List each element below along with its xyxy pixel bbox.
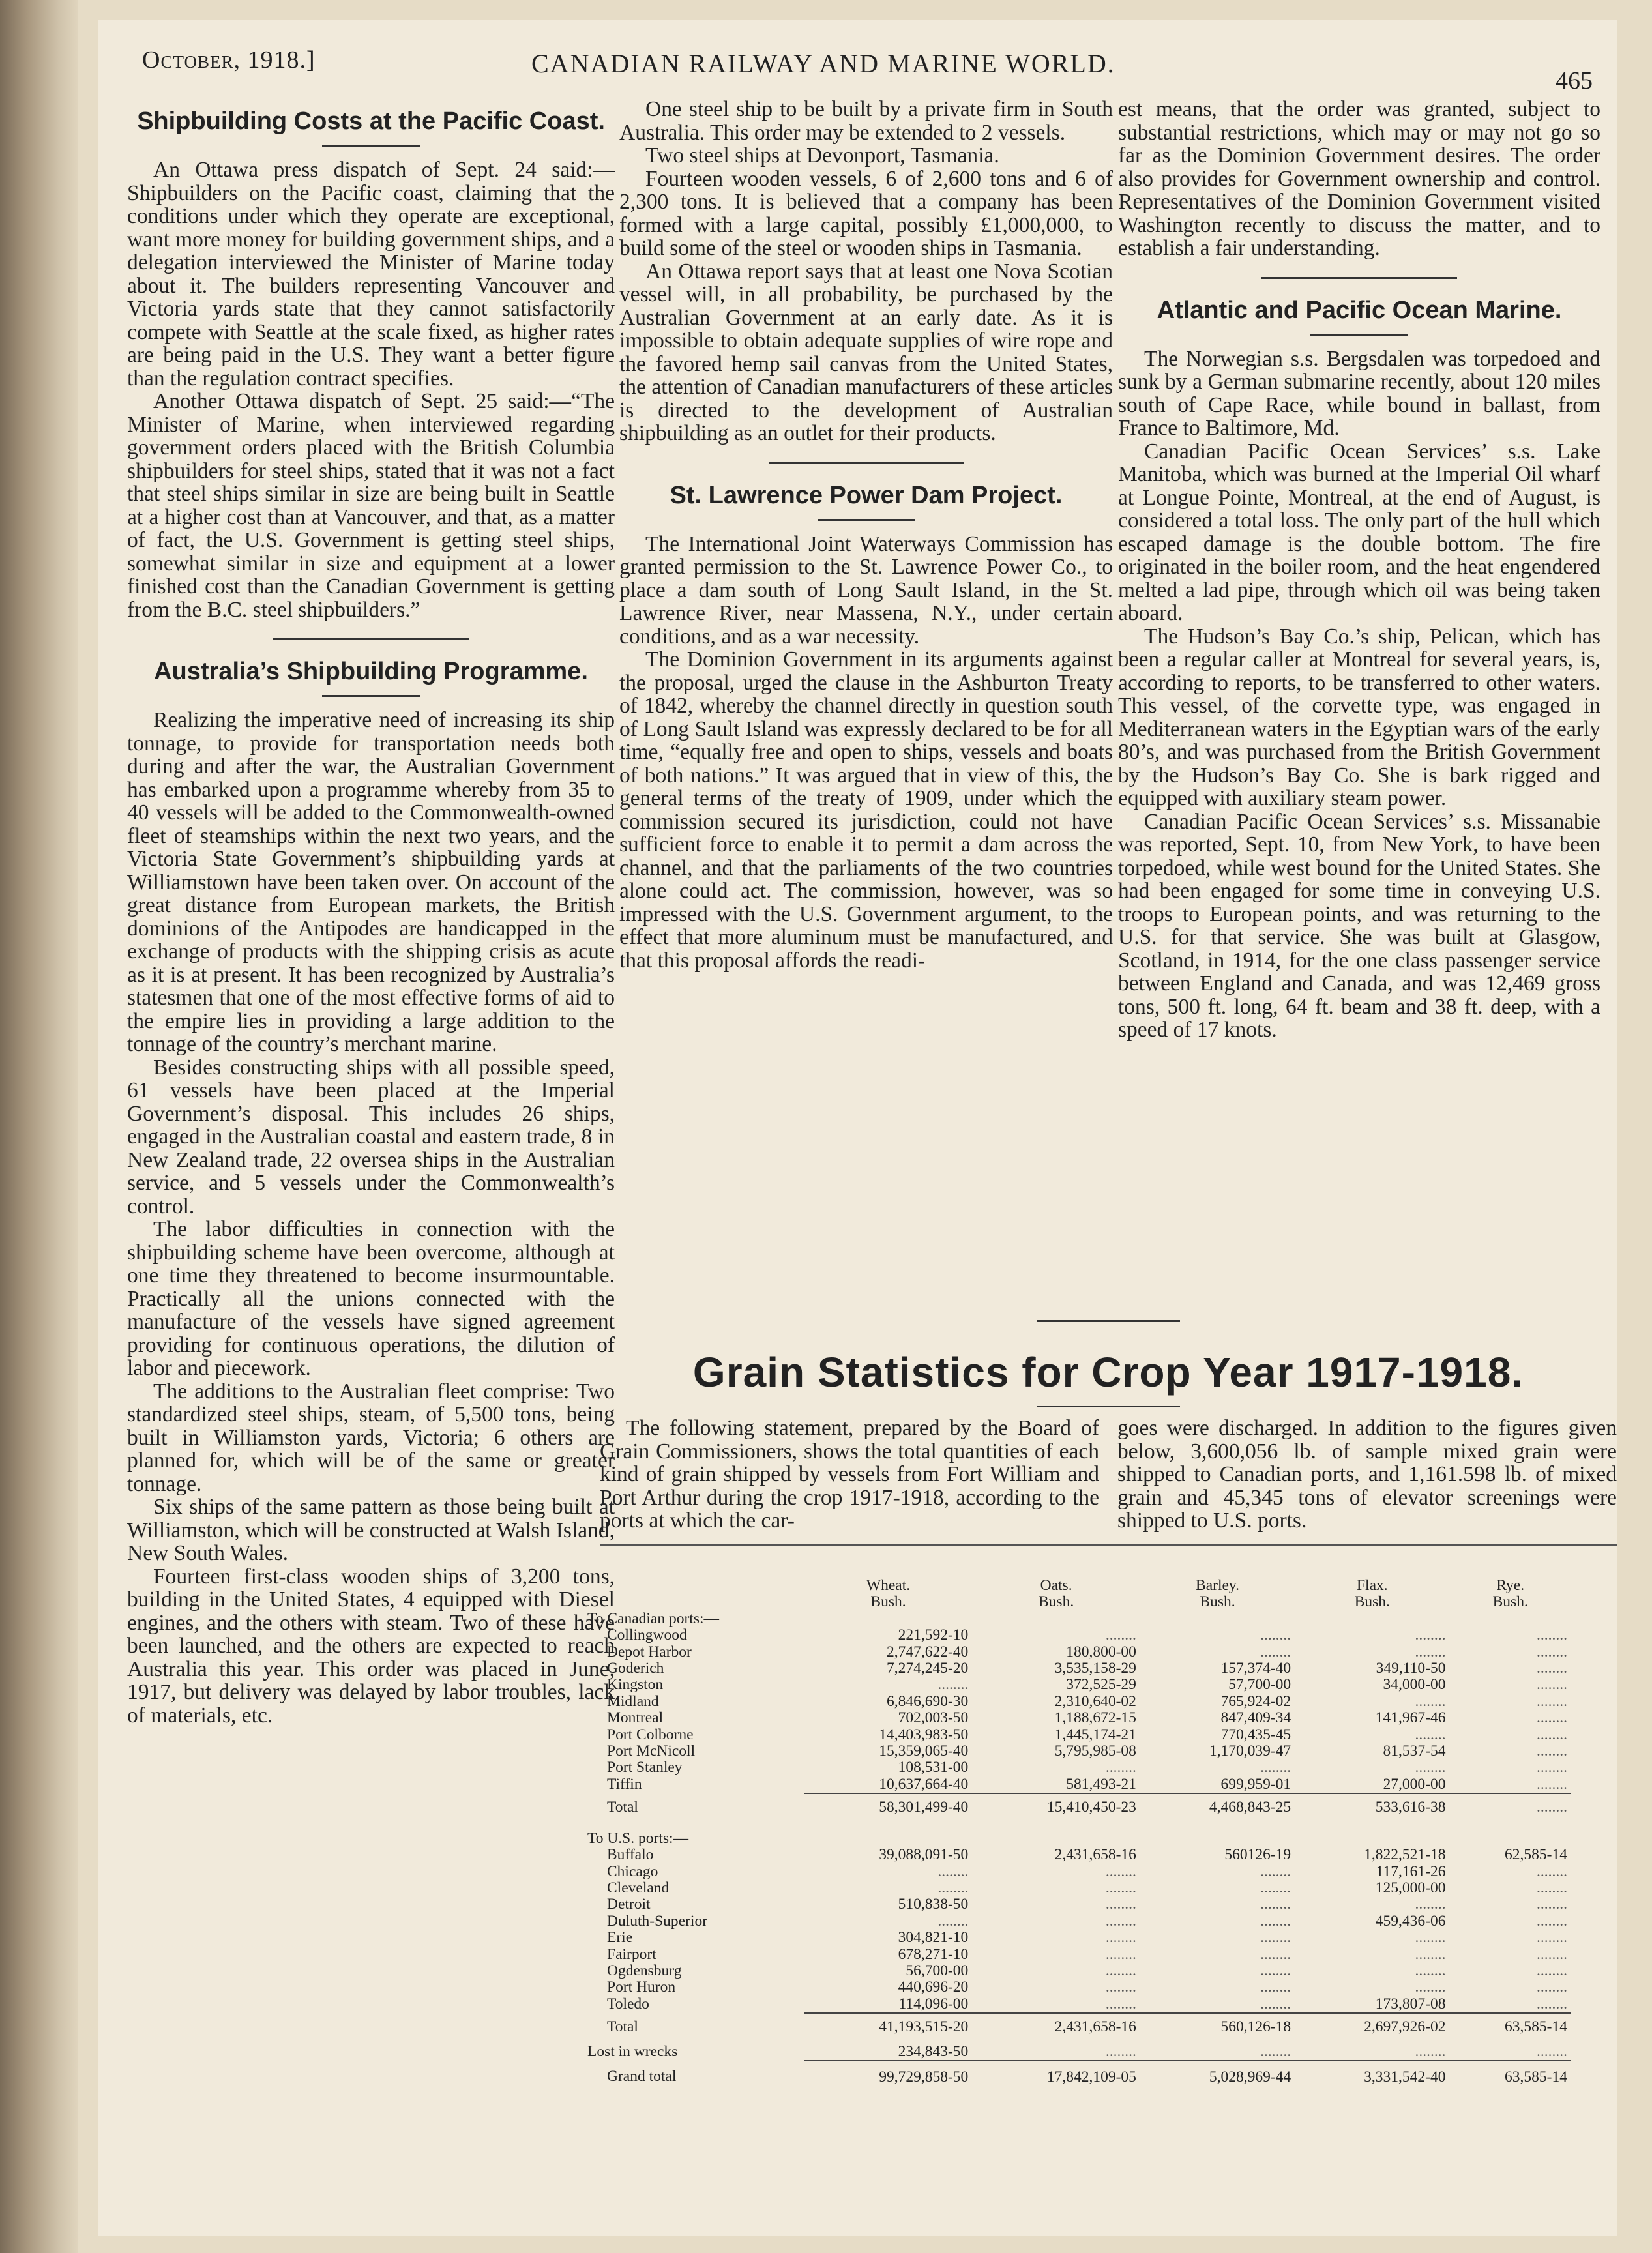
table-row (583, 1710, 1571, 1726)
article-heading: Australia’s Shipbuilding Programme. (154, 658, 588, 685)
article-paragraph: Besides constructing ships with all possible speed, 61 vessels have been placed at the Imperial Government’s disposal. This includes 26 ships, engaged in the Australian coastal and eastern trade, 8 in New Zealand trade, 22 oversea ships in the Australian service, and 5 vessels under the Commonwealth’s control. (127, 1055, 615, 1218)
table-cell: ........ (1105, 1759, 1136, 1776)
table-cell: 17,842,109-05 (972, 2061, 1140, 2085)
table-header-row (583, 1578, 1571, 1611)
grain-intro-right: goes were discharged. In addition to the figures given below, 3,600,056 lb. of sample mixed grain were shipped to Canadian ports, and 1,161.598 lb. of mixed grain and 45,345 tons of elevator screenings were shipped to U.S. ports. (1117, 1416, 1617, 1533)
table-cell: ........ (1415, 1896, 1446, 1913)
table-row (583, 1793, 1571, 1816)
table-cell: 63,585-14 (1449, 2061, 1571, 2085)
page-number: 465 (1556, 67, 1593, 95)
table-cell: 63,585-14 (1449, 2013, 1571, 2035)
table-cell: ........ (1105, 1863, 1136, 1880)
table-cell: ........ (1415, 1643, 1446, 1660)
table-cell: 173,807-08 (1375, 1995, 1446, 2012)
table-row-label: Port McNicoll (607, 1743, 696, 1760)
article-heading: Shipbuilding Costs at the Pacific Coast. (137, 108, 605, 135)
table-cell: 99,729,858-50 (804, 2061, 973, 2085)
table-cell: 5,795,985-08 (1054, 1743, 1136, 1760)
column-header-unit: Bush. (1039, 1593, 1074, 1611)
table-cell: 349,110-50 (1376, 1660, 1446, 1677)
table-cell: ........ (1260, 1627, 1291, 1644)
issue-date: October, 1918.] (142, 46, 316, 74)
table-cell: ........ (1537, 1775, 1567, 1793)
table-row-label: Duluth-Superior (607, 1912, 708, 1930)
table-cell: 5,028,969-44 (1140, 2061, 1295, 2085)
table-row-label: Lost in wrecks (587, 2043, 678, 2061)
table-cell: ........ (1537, 1627, 1567, 1644)
table-row-label: Erie (607, 1929, 633, 1947)
article-paragraph: Canadian Pacific Ocean Services’ s.s. Missanabie was reported, Sept. 10, from New York, to have been torpedoed, while west bound for the United States. She had been engaged for some time in conveying U.S. troops to European points, and was returning to the U.S. for that service. She was built at Glasgow, Scotland, in 1914, for the one class passenger service between England and Canada, and was 12,469 gross tons, 500 ft. long, 64 ft. beam and 38 ft. deep, with a speed of 17 knots. (1118, 809, 1600, 1042)
table-cell: 699,959-01 (1220, 1775, 1291, 1793)
table-cell: ........ (1260, 1759, 1291, 1776)
table-cell: 15,359,065-40 (879, 1743, 969, 1760)
grain-statistics-section (600, 1320, 1617, 1553)
table-cell: 7,274,245-20 (886, 1660, 969, 1677)
table-row-label: Montreal (607, 1709, 664, 1727)
table-cell: 62,585-14 (1505, 1846, 1567, 1864)
table-cell: ........ (1449, 1793, 1571, 1816)
table-group-label: To Canadian ports:— (587, 1610, 719, 1627)
table-cell: ........ (1260, 1945, 1291, 1963)
table-cell: 770,435-45 (1220, 1726, 1291, 1743)
table-cell: ........ (1260, 1879, 1291, 1896)
table-cell: 1,170,039-47 (1209, 1743, 1291, 1760)
table-row (583, 2061, 1571, 2085)
table-row (583, 1627, 1571, 1643)
table-row (583, 1963, 1571, 1979)
table-cell: 58,301,499-40 (804, 1793, 973, 1816)
column-3 (1118, 98, 1600, 1042)
table-cell: 27,000-00 (1383, 1775, 1446, 1793)
article-heading: St. Lawrence Power Dam Project. (670, 481, 1063, 509)
table-cell: ........ (1105, 1945, 1136, 1963)
table-cell: 180,800-00 (1066, 1643, 1136, 1660)
header-blank (583, 1578, 804, 1611)
article-paragraph: An Ottawa press dispatch of Sept. 24 said:—Shipbuilders on the Pacific coast, claiming that the conditions under which they operate are exceptional, want more money for building government ships, and a delegation interviewed the Minister of Marine today about it. The builders representing Vancouver and Victoria yards state that they cannot satisfactorily compete with Seattle at the scale fixed, as higher rates are being paid in the U.S. They want a better figure than the regulation contract specifies. (127, 158, 615, 390)
table-cell: 459,436-06 (1375, 1912, 1446, 1930)
table-cell: ........ (1415, 1759, 1446, 1776)
table-cell: 3,331,542-40 (1295, 2061, 1449, 2085)
table-cell: ........ (1537, 1879, 1567, 1896)
table-cell: ........ (1537, 1945, 1567, 1963)
table-cell: 847,409-34 (1220, 1709, 1291, 1727)
article-paragraph: Fourteen wooden vessels, 6 of 2,600 tons and 6 of 2,300 tons. It is believed that a company has been formed with a large capital, possibly £1,000,000, to build some of the steel or wooden ships in Tasmania. (619, 166, 1113, 260)
column-header-unit: Bush. (1354, 1593, 1390, 1611)
table-cell: ........ (1105, 1879, 1136, 1896)
section-rule (1037, 1320, 1180, 1322)
table-row-label: Fairport (607, 1945, 656, 1963)
article-paragraph: Canadian Pacific Ocean Services’ s.s. Lake Manitoba, which was burned at the Imperial Oil wharf at Longue Pointe, Montreal, at the end of August, is considered a total loss. The only part of the hull which escaped damage is the double bottom. The fire originated in the boiler room, and the heat engendered melted a lad pipe, through which oil was being taken aboard. (1118, 439, 1600, 625)
table-cell: 141,967-46 (1375, 1709, 1446, 1727)
table-cell: 34,000-00 (1383, 1676, 1446, 1694)
table-row-label: Depot Harbor (607, 1643, 692, 1660)
table-cell: ........ (1260, 1995, 1291, 2012)
section-rule (1037, 1406, 1180, 1407)
table-group-row (583, 1831, 1571, 1847)
column-header-unit: Bush. (870, 1593, 906, 1611)
article-separator (273, 638, 469, 640)
table-row (583, 1864, 1571, 1880)
table-row-label: Kingston (607, 1676, 664, 1694)
table-cell: 2,310,640-02 (1054, 1692, 1136, 1710)
publication-title: CANADIAN RAILWAY AND MARINE WORLD. (531, 49, 1115, 78)
table-row-label: Chicago (607, 1863, 658, 1880)
table-row (583, 2013, 1571, 2035)
article-paragraph: Another Ottawa dispatch of Sept. 25 said:—“The Minister of Marine, when interviewed regarding government orders placed with the British Columbia shipbuilders for steel ships, stated that it was not a fact that steel ships similar in size are being built in Seattle at a higher cost than at Vancouver, and that, as a matter of fact, the U.S. Government is getting steel ships, somewhat similar in size and equipment at a lower finished cost than the Canadian Government is getting from the B.C. steel shipbuilders.” (127, 389, 615, 622)
table-cell: ........ (1260, 1643, 1291, 1660)
table-cell: 114,096-00 (898, 1995, 969, 2012)
table-cell: 533,616-38 (1295, 1793, 1449, 1816)
table-row (583, 1776, 1571, 1793)
column-header-unit: Bush. (1200, 1593, 1235, 1611)
table-cell: ........ (1105, 1995, 1136, 2012)
table-row (583, 1760, 1571, 1776)
table-cell: 1,822,521-18 (1364, 1846, 1446, 1864)
table-row (583, 1727, 1571, 1743)
table-cell: 2,431,658-16 (972, 2013, 1140, 2035)
table-cell: 2,697,926-02 (1295, 2013, 1449, 2035)
grain-statistics-title: Grain Statistics for Crop Year 1917-1918. (692, 1349, 1524, 1396)
table-cell: 372,525-29 (1066, 1676, 1136, 1694)
table-cell: ........ (1537, 1912, 1567, 1930)
table-cell: ........ (1105, 1912, 1136, 1930)
table-row-label: Grand total (607, 2068, 677, 2085)
column-header (1449, 1578, 1571, 1611)
table-cell: ........ (1415, 1962, 1446, 1979)
table-cell: ........ (1415, 1692, 1446, 1710)
article-paragraph: Two steel ships at Devonport, Tasmania. (645, 143, 999, 168)
article-paragraph: The Norwegian s.s. Bergsdalen was torpedoed and sunk by a German submarine recently, about 120 miles south of Cape Race, while bound in ballast, from France to Baltimore, Md. (1118, 346, 1600, 440)
table-row (583, 1896, 1571, 1913)
table-cell: ........ (1260, 1979, 1291, 1996)
table-rule (600, 1544, 1617, 1546)
article-paragraph: Fourteen first-class wooden ships of 3,200 tons, building in the United States, 4 equipped with Diesel engines, and the others with steam. Two of these have been launched, and the others are expected to reach Australia this year. This order was placed in June, 1917, but delivery was delayed by labor troubles, lack of materials, etc. (127, 1564, 615, 1728)
table-cell: ........ (937, 1879, 969, 1896)
table-group-label: To U.S. ports:— (587, 1829, 689, 1847)
table-cell: 440,696-20 (898, 1979, 969, 1996)
grain-intro-left: The following statement, prepared by the Board of Grain Commissioners, shows the total quantities of each kind of grain shipped by vessels from Fort William and Port Arthur during the crop 1917-1918, according to the ports at which the car- (600, 1416, 1099, 1533)
table-row-label: Cleveland (607, 1879, 670, 1896)
article-paragraph: One steel ship to be built by a private firm in South Australia. This order may be extended to 2 vessels. (619, 97, 1113, 145)
table-cell: 56,700-00 (906, 1962, 969, 1979)
table-cell: ........ (1260, 1912, 1291, 1930)
article-paragraph: The labor difficulties in connection with the shipbuilding scheme have been overcome, although at one time they threatened to become insurmountable. Practically all the unions connected with the manufacture of the vessels have signed agreement providing for continuous operations, the dilution of labor and piecework. (127, 1217, 615, 1380)
table-cell: 4,468,843-25 (1140, 1793, 1295, 1816)
table-cell: ........ (1415, 2042, 1446, 2060)
table-cell: 560126-19 (1224, 1846, 1291, 1864)
column-header (1295, 1578, 1449, 1611)
table-row (583, 1947, 1571, 1963)
table-cell: ........ (1537, 1692, 1567, 1710)
table-cell: 234,843-50 (898, 2042, 969, 2060)
table-row (583, 1847, 1571, 1863)
table-row (583, 1930, 1571, 1946)
table-cell: 39,088,091-50 (879, 1846, 969, 1864)
column-header-name: Oats. (1040, 1577, 1072, 1594)
table-cell: 108,531-00 (898, 1759, 969, 1776)
table-cell: ........ (1537, 1709, 1567, 1727)
table-row (583, 1694, 1571, 1710)
table-row (583, 2036, 1571, 2061)
table-cell: ........ (1260, 1896, 1291, 1913)
table-cell: 304,821-10 (898, 1929, 969, 1947)
table-cell: 15,410,450-23 (972, 1793, 1140, 1816)
table-row-label: Total (607, 1798, 638, 1816)
table-cell: ........ (1415, 1945, 1446, 1963)
table-group-row (583, 1611, 1571, 1627)
table-cell: ........ (1415, 1929, 1446, 1947)
table-cell: ........ (937, 1676, 969, 1694)
table-cell: 6,846,690-30 (886, 1692, 969, 1710)
book-spine-shadow (0, 0, 78, 2253)
table-cell: 41,193,515-20 (804, 2013, 973, 2035)
table-cell: ........ (1537, 1896, 1567, 1913)
table-cell: ........ (1537, 1660, 1567, 1677)
table-cell: ........ (1260, 2042, 1291, 2060)
column-header-name: Rye. (1496, 1577, 1525, 1594)
table-cell: 3,535,158-29 (1054, 1660, 1136, 1677)
table-cell: 1,445,174-21 (1054, 1726, 1136, 1743)
table-cell: 560,126-18 (1140, 2013, 1295, 2035)
table-row-label: Port Colborne (607, 1726, 694, 1743)
table-cell: 157,374-40 (1220, 1660, 1291, 1677)
table-cell: ........ (1537, 1979, 1567, 1996)
table-row-label: Detroit (607, 1896, 651, 1913)
column-header (1140, 1578, 1295, 1611)
article-paragraph: An Ottawa report says that at least one Nova Scotian vessel will, in all probability, be purchased by the Australian Government at an early date. As it is impossible to obtain adequate supplies of wire rope and the favored hemp sail canvas from the United States, the attention of Canadian manufacturers of these articles is directed to the development of Australian shipbuilding as an outlet for their products. (619, 259, 1113, 445)
heading-rule (818, 519, 915, 521)
table-cell: ........ (1260, 1962, 1291, 1979)
table-cell: 2,747,622-40 (886, 1643, 969, 1660)
grain-statistics-table (583, 1578, 1571, 2085)
column-header (804, 1578, 973, 1611)
article-paragraph: The Hudson’s Bay Co.’s ship, Pelican, which has been a regular caller at Montreal for several years, is, according to reports, to be transferred to other waters. This vessel, of the corvette type, was engaged in Mediterranean waters in the Egyptian wars of the early 80’s, and was purchased from the British Government by the Hudson’s Bay Co. She is bark rigged and equipped with auxiliary steam power. (1118, 624, 1600, 810)
table-cell: 81,537-54 (1383, 1743, 1446, 1760)
table-row-label: Midland (607, 1692, 659, 1710)
column-header-name: Barley. (1196, 1577, 1240, 1594)
table-row-label: Collingwood (607, 1627, 687, 1644)
table-cell: 581,493-21 (1066, 1775, 1136, 1793)
article-separator (769, 462, 964, 464)
table-cell: ........ (1537, 1863, 1567, 1880)
table-cell: 14,403,983-50 (879, 1726, 969, 1743)
table-cell: 702,003-50 (898, 1709, 969, 1727)
table-row-label: Total (607, 2018, 638, 2035)
table-row (583, 1979, 1571, 1995)
table-cell: ........ (1537, 1676, 1567, 1694)
table-cell: ........ (1105, 1979, 1136, 1996)
table-cell: 10,637,664-40 (879, 1775, 969, 1793)
article-separator (1261, 277, 1457, 279)
table-cell: 221,592-10 (898, 1627, 969, 1644)
table-cell: 678,271-10 (898, 1945, 969, 1963)
table-cell: ........ (1537, 1726, 1567, 1743)
column-2 (619, 98, 1113, 972)
table-cell: ........ (1537, 1759, 1567, 1776)
table-row-label: Ogdensburg (607, 1962, 682, 1979)
table-cell: ........ (1537, 1643, 1567, 1660)
table-cell: ........ (1537, 1929, 1567, 1947)
table-cell: ........ (937, 1912, 969, 1930)
heading-rule (322, 145, 420, 147)
table-cell: ........ (1105, 1929, 1136, 1947)
table-row-label: Goderich (607, 1660, 664, 1677)
article-paragraph: Six ships of the same pattern as those being built at Williamston, which will be constructed at Walsh Island, New South Wales. (127, 1495, 615, 1565)
table-row (583, 1677, 1571, 1693)
article-paragraph: Realizing the imperative need of increasing its ship tonnage, to provide for transportation needs both during and after the war, the Australian Government has embarked upon a programme whereby from 35 to 40 vessels will be added to the Commonwealth-owned fleet of steamships within the next two years, and the Victoria State Government’s shipbuilding yards at Williamstown have been taken over. On account of the great distance from European markets, the British dominions of the Antipodes are handicapped in the exchange of products with the shipping crisis as acute as it is at present. It has been recognized by Australia’s statesmen that one of the most effective forms of aid to the empire lies in providing a large addition to the tonnage of the country’s merchant marine. (127, 708, 615, 1056)
table-cell: ........ (1260, 1929, 1291, 1947)
heading-rule (1310, 334, 1408, 336)
table-cell: 2,431,658-16 (1054, 1846, 1136, 1864)
table-cell: ........ (937, 1863, 969, 1880)
table-row-label: Toledo (607, 1995, 649, 2013)
table-cell: 1,188,672-15 (1054, 1709, 1136, 1727)
article-paragraph: The additions to the Australian fleet comprise: Two standardized steel ships, steam, of 5,500 tons, being built in Williamston yards, Victoria; 6 others are planned for, which will be of the same or greater tonnage. (127, 1379, 615, 1496)
table-cell: ........ (1537, 1743, 1567, 1760)
column-1 (127, 98, 615, 1727)
table-cell: ........ (1537, 1962, 1567, 1979)
table-cell: ........ (1105, 1962, 1136, 1979)
table-row-label: Port Huron (607, 1979, 676, 1996)
grain-intro (600, 1417, 1617, 1533)
table-row (583, 1913, 1571, 1930)
table-row-label: Tiffin (607, 1776, 642, 1793)
table-cell: 57,700-00 (1228, 1676, 1291, 1694)
column-header-name: Wheat. (866, 1577, 911, 1594)
table-cell: ........ (1415, 1979, 1446, 1996)
table-row (583, 1644, 1571, 1660)
table-row (583, 1880, 1571, 1896)
table-cell: 117,161-26 (1376, 1863, 1446, 1880)
table-cell: 125,000-00 (1375, 1879, 1446, 1896)
table-cell: ........ (1415, 1726, 1446, 1743)
table-cell: ........ (1415, 1627, 1446, 1644)
table-cell: ........ (1105, 1627, 1136, 1644)
table-row-label: Port Stanley (607, 1759, 683, 1776)
table-row (583, 1660, 1571, 1677)
article-paragraph: The International Joint Waterways Commission has granted permission to the St. Lawrence Power Co., to place a dam south of Long Sault Island, in the St. Lawrence River, near Massena, N.Y., under certain conditions, and as a war necessity. (619, 531, 1113, 649)
article-paragraph: The Dominion Government in its arguments against the proposal, urged the clause in the Ashburton Treaty of 1842, whereby the channel directly in question south of Long Sault Island was expressly declared to be for all time, “equally free and open to ships, vessels and boats of both nations.” It was argued that in view of this, the general terms of the treaty of 1909, under which the commission secured its jurisdiction, could not have sufficient force to enable it to permit a dam across the channel, and that the parliaments of the two countries alone could act. The commission, however, was so impressed with the U.S. Government argument, to the effect that more aluminum must be manufactured, and that this proposal affords the readi- (619, 647, 1113, 973)
table-row-label: Buffalo (607, 1846, 654, 1864)
table-row (583, 1743, 1571, 1760)
table-row (583, 1996, 1571, 2013)
heading-rule (322, 695, 420, 697)
table-cell: ........ (1537, 2042, 1567, 2060)
table-cell: 510,838-50 (898, 1896, 969, 1913)
article-paragraph: est means, that the order was granted, subject to substantial restrictions, which may or may not go so far as the Dominion Government desires. The order also provides for Government ownership and control. Representatives of the Dominion Government visited Washington recently to discuss the matter, and to establish a fair understanding. (1118, 97, 1600, 260)
table-cell: ........ (1105, 2042, 1136, 2060)
table-cell: ........ (1537, 1995, 1567, 2012)
table-cell: ........ (1105, 1896, 1136, 1913)
table-cell: 765,924-02 (1220, 1692, 1291, 1710)
column-header (972, 1578, 1140, 1611)
article-heading: Atlantic and Pacific Ocean Marine. (1157, 296, 1562, 324)
column-header-name: Flax. (1356, 1577, 1388, 1594)
table-cell: ........ (1260, 1863, 1291, 1880)
table-spacer (583, 1816, 1571, 1831)
column-header-unit: Bush. (1492, 1593, 1528, 1611)
